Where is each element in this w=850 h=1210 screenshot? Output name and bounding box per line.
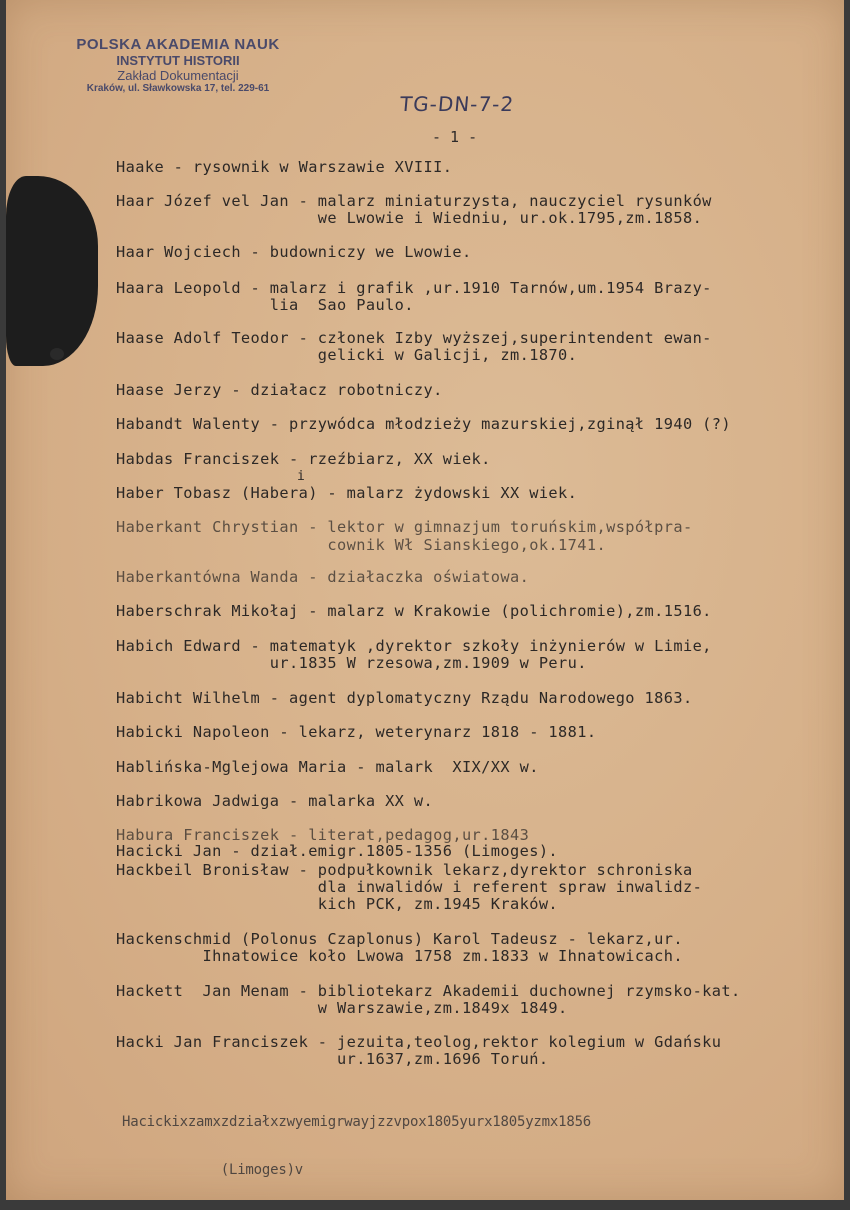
text-line: Hackett Jan Menam - bibliotekarz Akademii duchownej rzymsko-kat. xyxy=(116,982,741,1000)
text-line: Hacki Jan Franciszek - jezuita,teolog,rektor kolegium w Gdańsku xyxy=(116,1033,722,1051)
text-line: Habrikowa Jadwiga - malarka XX w. xyxy=(116,792,434,810)
text-line: Haberkant Chrystian - lektor w gimnazjum toruńskim,współpra- xyxy=(116,518,693,536)
text-line: Habicki Napoleon - lekarz, weterynarz 1818 - 1881. xyxy=(116,723,597,741)
text-line: Hackenschmid (Polonus Czaplonus) Karol Tadeusz - lekarz,ur. xyxy=(116,930,683,948)
text-line: Haberkantówna Wanda - działaczka oświatowa. xyxy=(116,568,530,586)
text-line: Hackbeil Bronisław - podpułkownik lekarz,dyrektor schroniska xyxy=(116,861,693,879)
struck-through-entry xyxy=(122,1082,591,1210)
text-line: lia Sao Paulo. xyxy=(116,296,414,314)
text-line: gelicki w Galicji, zm.1870. xyxy=(116,346,578,364)
text-line: Hacicki Jan - dział.emigr.1805-1356 (Limoges). xyxy=(116,842,559,860)
text-line: Haar Wojciech - budowniczy we Lwowie. xyxy=(116,243,472,261)
document-page xyxy=(6,0,844,1200)
text-line: Haberschrak Mikołaj - malarz w Krakowie (polichromie),zm.1516. xyxy=(116,602,712,620)
struck-line: Hacickixzamxzdziałxzwyemigrwayjzzvpox1805yurx1805yzmx1856 xyxy=(122,1114,592,1130)
text-line: Habura Franciszek - literat,pedagog,ur.1843 xyxy=(116,826,530,844)
text-line: ur.1637,zm.1696 Toruń. xyxy=(116,1050,549,1068)
torn-hole xyxy=(6,176,98,366)
stamp-line: Kraków, ul. Sławkowska 17, tel. 229-61 xyxy=(86,83,270,94)
archive-reference: TG-DN-7-2 xyxy=(398,92,516,116)
text-line: Haase Jerzy - działacz robotniczy. xyxy=(116,381,443,399)
text-line: Habdas Franciszek - rzeźbiarz, XX wiek. xyxy=(116,450,491,468)
page-number: - 1 - xyxy=(432,128,478,146)
text-line: Haar Józef vel Jan - malarz miniaturzysta, nauczyciel rysunków xyxy=(116,192,712,210)
text-line: Ihnatowice koło Lwowa 1758 zm.1833 w Ihnatowicach. xyxy=(116,947,683,965)
text-line: ur.1835 W rzesowa,zm.1909 w Peru. xyxy=(116,654,587,672)
text-line: i xyxy=(116,469,306,484)
stamp-line: INSTYTUT HISTORII xyxy=(116,53,240,68)
stamp-line: POLSKA AKADEMIA NAUK xyxy=(76,36,280,53)
text-line: Haber Tobasz (Habera) - malarz żydowski XX wiek. xyxy=(116,484,578,502)
text-line: Habich Edward - matematyk ,dyrektor szkoły inżynierów w Limie, xyxy=(116,637,712,655)
text-line: Haake - rysownik w Warszawie XVIII. xyxy=(116,158,453,176)
text-line: Hablińska-Mglejowa Maria - malark XIX/XX w. xyxy=(116,758,539,776)
torn-hole-small xyxy=(50,348,64,360)
stamp-line: Zakład Dokumentacji xyxy=(117,68,239,83)
text-line: dla inwalidów i referent spraw inwalidz- xyxy=(116,878,703,896)
text-line: we Lwowie i Wiedniu, ur.ok.1795,zm.1858. xyxy=(116,209,703,227)
text-line: Habandt Walenty - przywódca młodzieży mazurskiej,zginął 1940 (?) xyxy=(116,415,732,433)
text-line: w Warszawie,zm.1849x 1849. xyxy=(116,999,568,1017)
struck-line: (Limoges)v xyxy=(122,1162,304,1178)
text-line: kich PCK, zm.1945 Kraków. xyxy=(116,895,559,913)
text-line: cownik Wł Sianskiego,ok.1741. xyxy=(116,536,607,554)
institution-stamp xyxy=(58,36,298,94)
text-line: Habicht Wilhelm - agent dyplomatyczny Rządu Narodowego 1863. xyxy=(116,689,693,707)
text-line: Haase Adolf Teodor - członek Izby wyższej,superintendent ewan- xyxy=(116,329,712,347)
text-line: Haara Leopold - malarz i grafik ,ur.1910 Tarnów,um.1954 Brazy- xyxy=(116,279,712,297)
